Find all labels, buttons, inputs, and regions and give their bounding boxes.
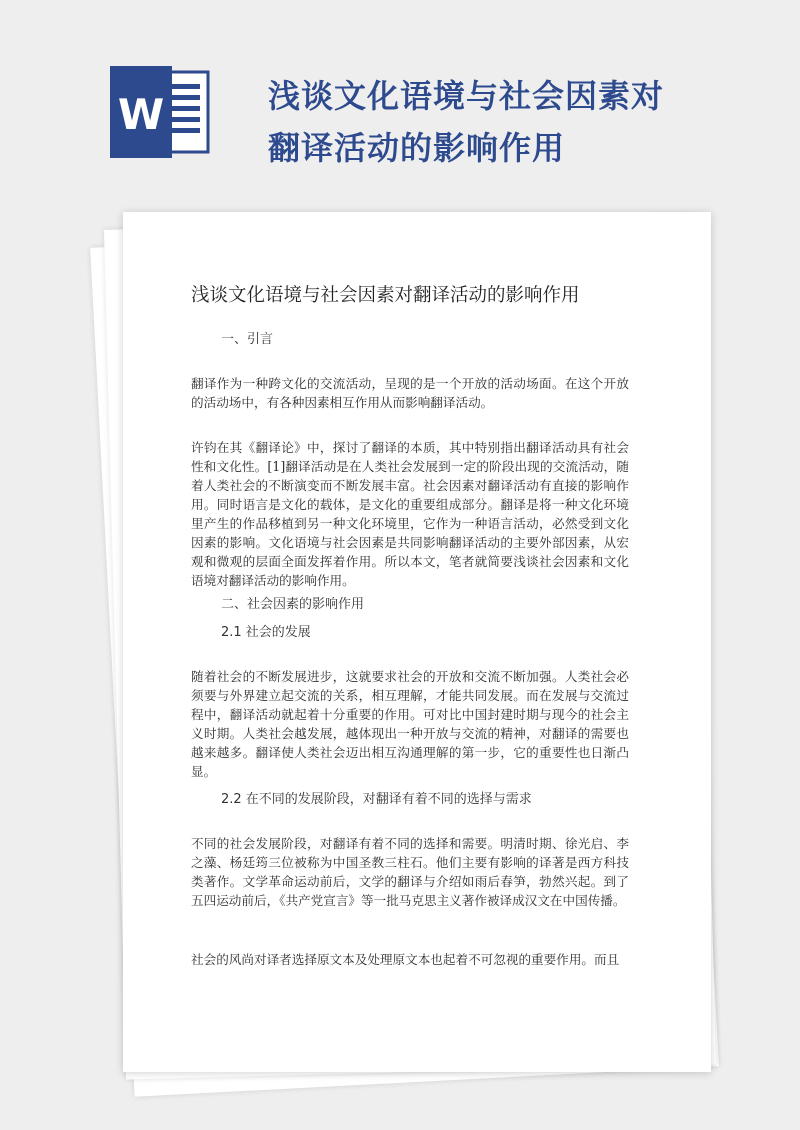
subsection-heading: 2.2 在不同的发展阶段，对翻译有着不同的选择与需求 — [221, 792, 532, 807]
paragraph: 翻译作为一种跨文化的交流活动，呈现的是一个开放的活动场面。在这个开放的活动场中，有各种因素相互作用从而影响翻译活动。 — [191, 376, 629, 410]
svg-text:W: W — [117, 90, 165, 139]
word-doc-icon — [110, 66, 214, 158]
paragraph: 不同的社会发展阶段，对翻译有着不同的选择和需要。明清时期、徐光启、李之藻、杨廷筠三位被称为中国圣教三柱石。他们主要有影响的译著是西方科技类著作。文学革命运动前后，文学的翻译与介绍如雨后春笋，勃然兴起。到了五四运动前后，《共产党宣言》等一批马克思主义著作被译成汉文在中国传播。 — [191, 836, 629, 908]
subsection-heading: 2.1 社会的发展 — [221, 625, 311, 640]
document-title: 浅谈文化语境与社会因素对翻译活动的影响作用 — [191, 285, 580, 306]
paragraph: 社会的风尚对译者选择原文本及处理原文本也起着不可忽视的重要作用。而且 — [191, 952, 620, 967]
document-page — [123, 212, 711, 1072]
section-heading-intro: 一、引言 — [221, 332, 274, 347]
page-header — [0, 0, 800, 210]
header-title: 浅谈文化语境与社会因素对翻译活动的影响作用 — [268, 77, 665, 167]
paragraph: 许钧在其《翻译论》中，探讨了翻译的本质，其中特别指出翻译活动具有社会性和文化性。[1]翻译活动是在人类社会发展到一定的阶段出现的交流活动，随着人类社会的不断演变而不断发展丰富。社会因素对翻译活动有直接的影响作用。同时语言是文化的载体，是文化的重要组成部分。翻译是将一种文化环境里产生的作品移植到另一种文化环境里，它作为一种语言活动，必然受到文化因素的影响。文化语境与社会因素是共同影响翻译活动的主要外部因素，从宏观和微观的层面全面发挥着作用。所以本文，笔者就简要浅谈社会因素和文化语境对翻译活动的影响作用。 — [191, 440, 629, 588]
section-heading-social: 二、社会因素的影响作用 — [221, 597, 365, 612]
paragraph: 随着社会的不断发展进步，这就要求社会的开放和交流不断加强。人类社会必须要与外界建立起交流的关系，相互理解，才能共同发展。而在发展与交流过程中，翻译活动就起着十分重要的作用。可对比中国封建时期与现今的社会主义时期。人类社会越发展，越体现出一种开放与交流的精神，对翻译的需要也越来越多。翻译使人类社会迈出相互沟通理解的第一步，它的重要性也日渐凸显。 — [191, 669, 629, 779]
